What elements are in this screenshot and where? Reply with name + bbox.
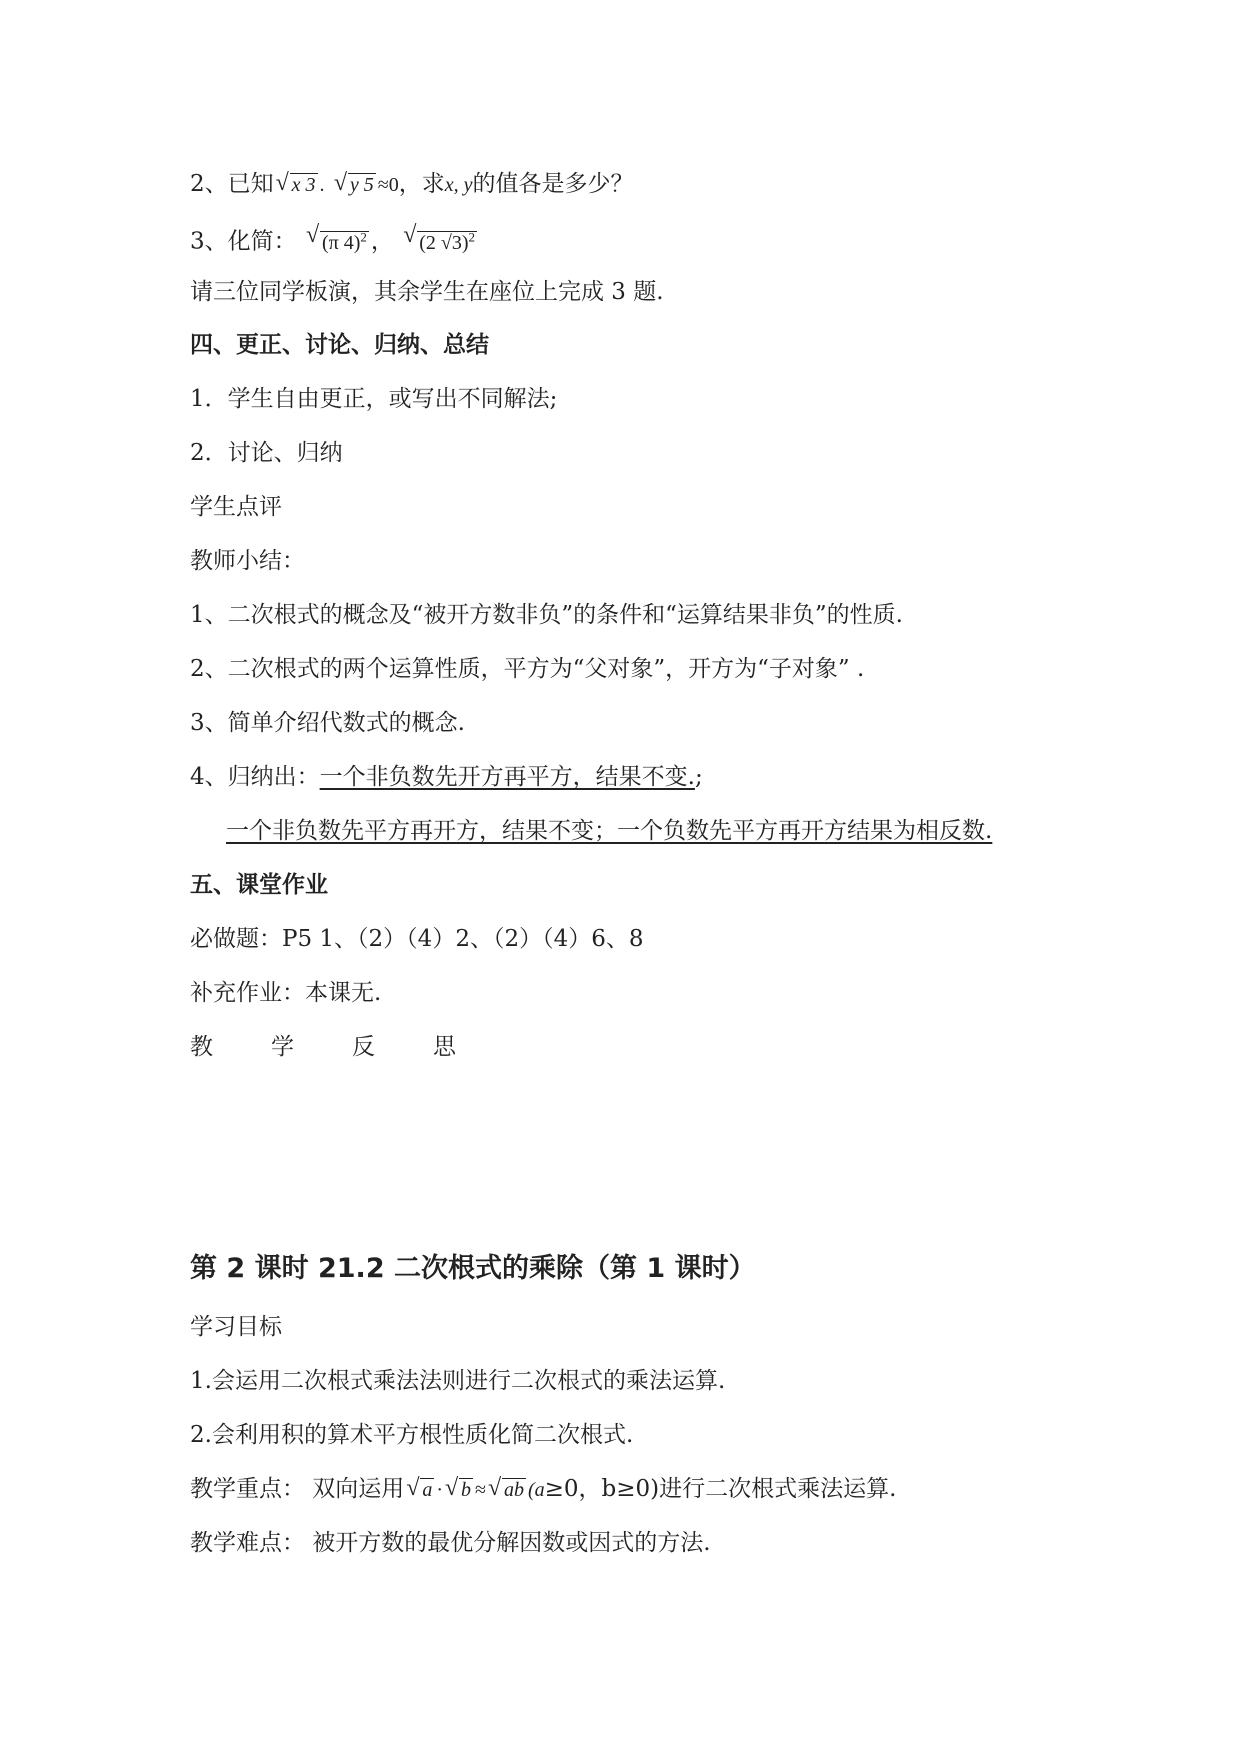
teaching-difficulty-line: 教学难点： 被开方数的最优分解因数或因式的方法. bbox=[190, 1530, 711, 1556]
student-review-text: 学生点评 bbox=[190, 494, 282, 520]
sqrt-2-minus-root3-squared: √ (2 √3)$^2$ bbox=[403, 222, 477, 258]
supplementary-homework-text: 补充作业：本课无. bbox=[190, 980, 382, 1006]
summary-item-1: 1、二次根式的概念及“被开方数非负”的条件和“运算结果非负”的性质. bbox=[190, 602, 903, 628]
teaching-focus-line: 教学重点： 双向运用√ a ·√ b ≈√ ab (a≥0，b≥0)进行二次根式乘法运算. bbox=[190, 1474, 896, 1505]
sqrt-pi-minus-4-squared: √ (π 4)$^2$ bbox=[306, 222, 369, 258]
goal-1-text: 1.会运用二次根式乘法法则进行二次根式的乘法运算. bbox=[190, 1368, 726, 1394]
summary-item-2: 2、二次根式的两个运算性质，平方为“父对象”，开方为“子对象” . bbox=[190, 656, 865, 682]
section-5-heading: 五、课堂作业 bbox=[190, 872, 328, 898]
exercise-2-line: 2、已知√ x 3 . √ y 5 ≈0，求x, y的值各是多少？ bbox=[190, 169, 633, 200]
teaching-reflection-label: 教 学 反 思 bbox=[190, 1034, 456, 1060]
step-1-text: 1．学生自由更正，或写出不同解法; bbox=[190, 386, 558, 412]
lesson-title: 第 2 课时 21.2 二次根式的乘除（第 1 课时） bbox=[190, 1253, 756, 1284]
sqrt-ab: √ ab bbox=[488, 1475, 526, 1505]
section-4-heading: 四、更正、讨论、归纳、总结 bbox=[190, 332, 489, 358]
summary-item-4-continued: 一个非负数先平方再开方，结果不变；一个负数先平方再开方结果为相反数. bbox=[226, 818, 993, 844]
sqrt-x-minus-3: √ x 3 bbox=[276, 170, 318, 200]
goal-2-text: 2.会利用积的算术平方根性质化简二次根式. bbox=[190, 1422, 634, 1448]
summary-item-3: 3、简单介绍代数式的概念. bbox=[190, 710, 465, 736]
sqrt-b: √ b bbox=[445, 1475, 473, 1505]
sqrt-y-minus-5: √ y 5 bbox=[334, 170, 376, 200]
board-practice-text: 请三位同学板演，其余学生在座位上完成 3 题. bbox=[190, 279, 664, 305]
teacher-summary-label: 教师小结： bbox=[190, 548, 305, 574]
learning-goals-label: 学习目标 bbox=[190, 1314, 282, 1340]
required-homework-text: 必做题：P5 1、（2）（4）2、（2）（4）6、8 bbox=[190, 926, 644, 952]
sqrt-a: √ a bbox=[406, 1475, 434, 1505]
summary-item-4: 4、归纳出：一个非负数先开方再平方，结果不变.; bbox=[190, 764, 703, 790]
exercise-3-line: 3、化简： √ (π 4)$^2$ ， √ (2 √3)$^2$ bbox=[190, 222, 479, 258]
step-2-text: 2．讨论、归纳 bbox=[190, 440, 343, 466]
